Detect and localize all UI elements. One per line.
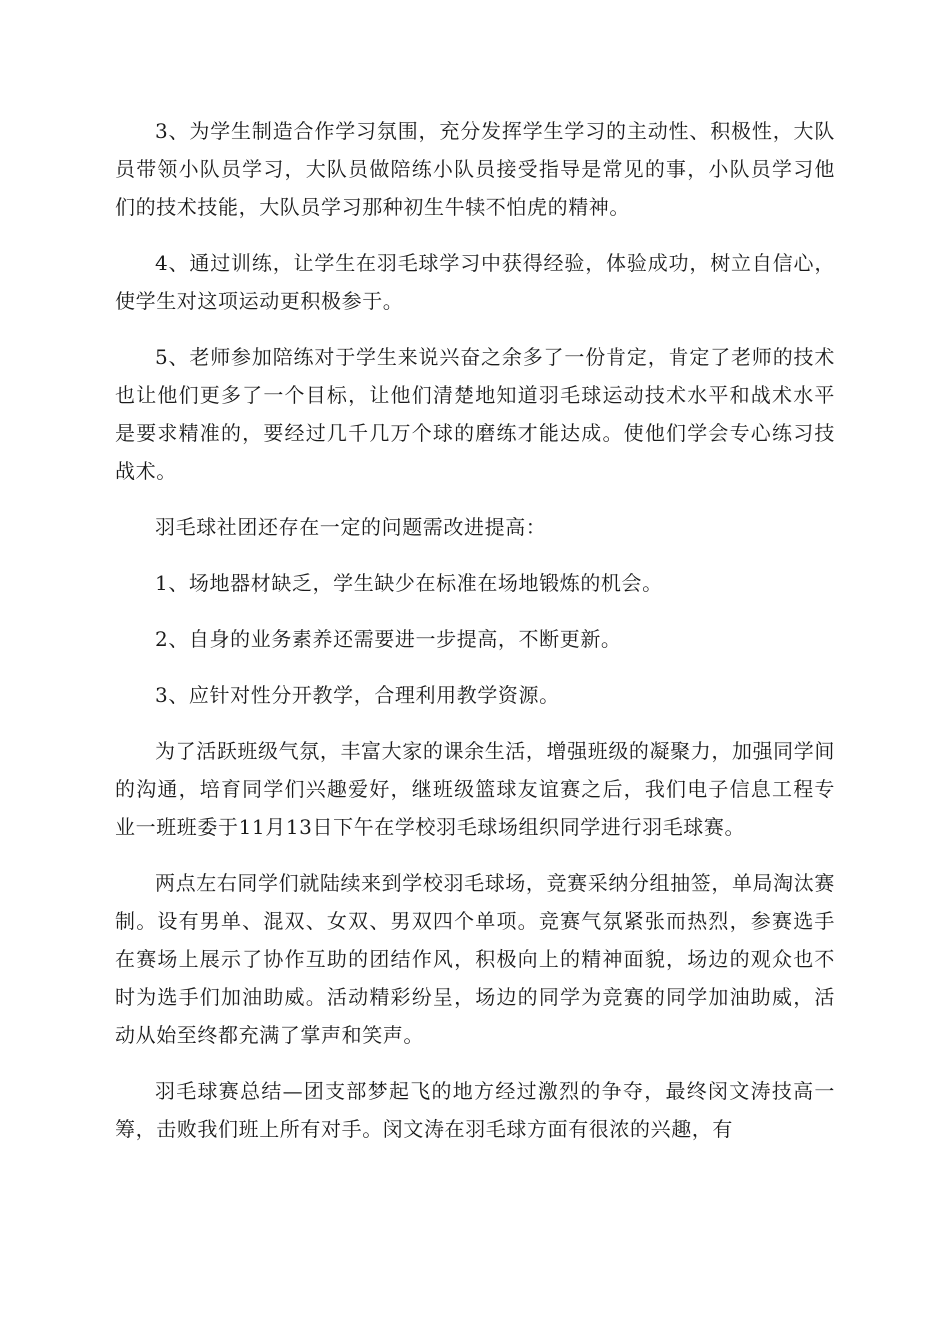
paragraph-9: 两点左右同学们就陆续来到学校羽毛球场，竞赛采纳分组抽签，单局淘汰赛制。设有男单、混双、女双、男双四个单项。竞赛气氛紧张而热烈，参赛选手在赛场上展示了协作互助的团结作风，积极向上的精神面貌，场边的观众也不时为选手们加油助威。活动精彩纷呈，场边的同学为竞赛的同学加油助威，活动从始至终都充满了掌声和笑声。	[115, 871, 835, 1047]
paragraph-3: 5、老师参加陪练对于学生来说兴奋之余多了一份肯定，肯定了老师的技术也让他们更多了一个目标，让他们清楚地知道羽毛球运动技术水平和战术水平是要求精准的，要经过几千几万个球的磨练才能达成。使他们学会专心练习技战术。	[115, 345, 835, 483]
paragraph-6: 2、自身的业务素养还需要进一步提高，不断更新。	[155, 627, 622, 651]
paragraph-4: 羽毛球社团还存在一定的问题需改进提高：	[155, 515, 547, 539]
paragraph-7: 3、应针对性分开教学，合理利用教学资源。	[155, 683, 560, 707]
document-body	[115, 112, 835, 1166]
paragraph-10: 羽毛球赛总结—团支部梦起飞的地方经过激烈的争夺，最终闵文涛技高一筹，击败我们班上所有对手。闵文涛在羽毛球方面有很浓的兴趣，有	[115, 1079, 835, 1141]
paragraph-5: 1、场地器材缺乏，学生缺少在标准在场地锻炼的机会。	[155, 571, 663, 595]
paragraph-2: 4、通过训练，让学生在羽毛球学习中获得经验，体验成功，树立自信心，使学生对这项运动更积极参于。	[115, 251, 835, 313]
paragraph-1: 3、为学生制造合作学习氛围，充分发挥学生学习的主动性、积极性，大队员带领小队员学习，大队员做陪练小队员接受指导是常见的事，小队员学习他们的技术技能，大队员学习那种初生牛犊不怕虎的精神。	[115, 119, 835, 219]
paragraph-8: 为了活跃班级气氛，丰富大家的课余生活，增强班级的凝聚力，加强同学间的沟通，培育同学们兴趣爱好，继班级篮球友谊赛之后，我们电子信息工程专业一班班委于11月13日下午在学校羽毛球场组织同学进行羽毛球赛。	[115, 739, 835, 839]
